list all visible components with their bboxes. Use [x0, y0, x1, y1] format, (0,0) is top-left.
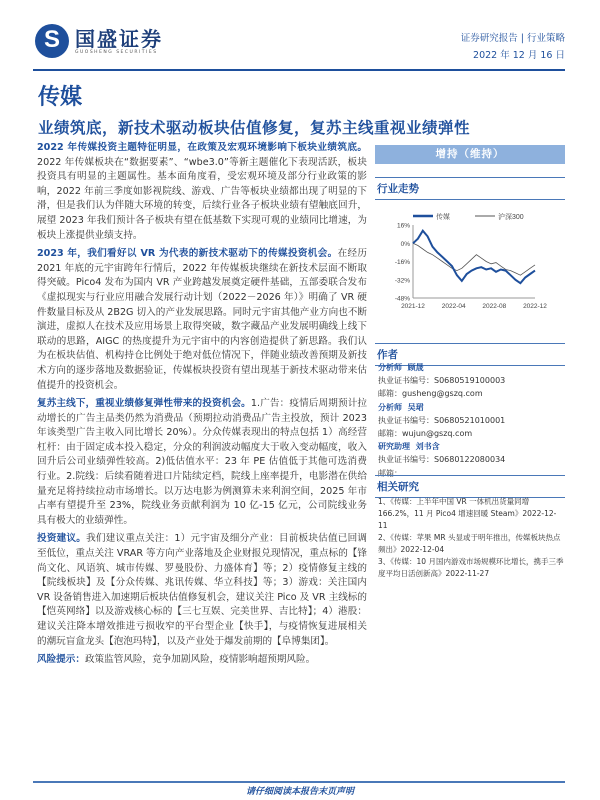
author-email[interactable]: 邮箱：wujun@gszq.com: [378, 429, 473, 439]
author: [378, 401, 565, 441]
report-meta: [461, 30, 565, 64]
x-tick-label: 2021-12: [401, 303, 425, 310]
legend-label-media: 传媒: [436, 214, 450, 221]
paragraph: [37, 532, 367, 649]
report-type: 证券研究报告 | 行业策略: [460, 33, 565, 44]
author-role: 分析师: [378, 402, 402, 412]
x-tick-label: 2022-08: [482, 303, 507, 310]
paragraph-body: 1.广告：疫情后周期预计拉动增长的广告主品类仍然为消费品（预期拉动消费品广告主投放，预计 2023 年该类型广告主收入同比增长 20%）。分众传媒表现出的特点包括 1）高经营杠杆：由于固定成本投入稳定，分众的利润波动幅度大于收入变动幅度，收入回升后公司业绩弹性较高。2)低估值水平：23 年 PE 估值低于其他可选消费行业。2.院线：后续看随着进口片陆续定档，院线上座率提升，电影潜在供给量充足将持续拉动市场增长。以万达电影为例测算未来利润空间，2025 年市占率有望提升至 23%，院线业务贡献利润为 10 亿-15 亿元，公司院线业务具有极大的业绩弹性。: [37, 398, 368, 526]
author-name: 顾晟: [407, 363, 424, 372]
footer-disclaimer: 请仔细阅读本报告末页声明: [245, 787, 354, 797]
legend-label-hs300: 沪深300: [498, 214, 524, 221]
legend: [413, 212, 524, 221]
brand-name-en: GUOSHENG SECURITIES: [75, 49, 158, 55]
trend-chart: [375, 208, 565, 328]
paragraph: [37, 247, 367, 393]
paragraph-lead: 投资建议。: [37, 533, 87, 545]
paragraph-body: 在经历 2021 年底的元宇宙跨年行情后，2022 年传媒板块继续在新技术层面不断取得突破。Pico4 发布为国内 VR 产业跨越发展奠定硬件基础，五部委联合发布《虚拟现实与行业应用融合发展行动计划（2022－2026 年）》明确了 VR 硬件数量目标及从 2B2G 切入的产业发展思路。同时元宇宙其他产业方向也不断演进，虚拟人在技术及应用场景上取得突破，数字藏品产业发展明确线上线下联动的思路，AIGC 的热度提升为元宇宙中的内容创造提供了新思路。我们认为在板块估值、机构持仓比例处于绝对低位情况下，伴随业绩改善预期及新技术方向的逐步落地及数据验证，传媒板块投资有望出现基于新技术驱动带来估值提升的投资机会。: [37, 248, 367, 391]
author: [378, 361, 565, 401]
paragraph-body: 2022 年传媒板块在“数据要素”、“wbe3.0”等新主题催化下表现活跃，板块投资具有明显的主题属性。基本面角度看，受宏观环境及部分行业政策的影响，2022 年前三季度如影视院线、游戏、广告等板块业绩都出现了明显的下滑，但是我们认为伴随大环境的转变，后续行业各子板块业绩有望触底回升，展望 2023 年我们预计各子板块有望在低基数下实现可观的业绩同比增速，为板块上涨提供业绩支持。: [37, 156, 367, 241]
related-item[interactable]: 1、《传媒：上半年中国 VR 一体机出货量同增 166.2%，11 月 Pico4 增速回暖 Steam》2022-12-11: [378, 497, 557, 530]
author-role: 研究助理: [378, 442, 410, 452]
authors-list: [375, 361, 565, 480]
industry-title: 传媒: [38, 84, 83, 110]
author-role: 分析师: [378, 363, 402, 372]
trend-section-title: 行业走势: [375, 177, 565, 200]
rating-badge: 增持（维持）: [375, 145, 565, 164]
paragraph-lead: 2022 年传媒投资主题特征明显，在政策及宏观环境影响下板块业绩筑底。: [37, 142, 367, 153]
authors-section-title: 作者: [375, 343, 565, 366]
footer-divider: [33, 781, 565, 783]
y-tick-label: 16%: [396, 222, 410, 230]
brand-logo: [35, 24, 163, 58]
paragraph: [37, 141, 367, 243]
related-list: [375, 496, 565, 580]
author-license: 执业证书编号：S0680521010001: [378, 415, 506, 425]
report-date: 2022 年 12 月 16 日: [473, 50, 565, 61]
report-headline: 业绩筑底，新技术驱动板块估值修复，复苏主线重视业绩弹性: [38, 118, 471, 137]
x-tick-label: 2022-04: [441, 303, 466, 310]
y-tick-label: -48%: [394, 295, 410, 303]
author: [378, 440, 565, 480]
paragraph-body: 我们建议重点关注：1）元宇宙及细分产业：目前板块估值已回调至低位，重点关注 VRAR 等方向产业落地及企业财报兑现情况，重点标的【锋尚文化、风语筑、城市传媒、罗曼股份、力盛体育】等；2）疫情修复主线的【院线板块】及【分众传媒、兆讯传媒、华立科技】等；3）游戏：关注国内 VR 设备销售进入加速期后板块估值修复机会，建议关注 Pico 及 VR 主线标的【恺英网络】以及游戏核心标的【三七互娱、完美世界、吉比特】；4）港股：建议关注降本增效推进亏损收窄的平台型企业【快手】，与疫情恢复进展相关的潮玩盲盒龙头【泡泡玛特】，以及产业处于爆发前期的【阜博集团】。: [37, 533, 367, 647]
author-name: 吴珺: [407, 402, 424, 412]
brand-name: 国盛证券: [75, 26, 163, 51]
paragraph-lead: 风险提示：: [37, 654, 85, 666]
author-name: 刘书含: [415, 442, 440, 452]
report-body: [37, 141, 367, 672]
related-item[interactable]: 3、《传媒：10 月国内游戏市场规模环比增长，携手三季度平均日活创新高》2022-11-27: [378, 557, 564, 578]
header-divider: [33, 69, 565, 71]
related-section-title: 相关研究: [375, 475, 565, 498]
y-tick-label: -32%: [394, 277, 410, 285]
x-tick-label: 2022-12: [523, 303, 547, 310]
author-email[interactable]: 邮箱：gusheng@gszq.com: [378, 389, 483, 399]
y-tick-label: 0%: [400, 240, 410, 248]
paragraph: [37, 397, 367, 528]
author-license: 执业证书编号：S0680122080034: [378, 455, 506, 465]
author-email[interactable]: 邮箱：: [378, 468, 402, 478]
paragraph-lead: 2023 年，我们看好以 VR 为代表的新技术驱动下的传媒投资机会。: [37, 248, 338, 260]
y-tick-label: -16%: [394, 259, 410, 266]
logo-icon: [35, 24, 69, 58]
author-license: 执业证书编号：S0680519100003: [378, 376, 506, 386]
paragraph-body: 政策监管风险，竞争加剧风险，疫情影响超预期风险。: [84, 654, 316, 666]
paragraph: [37, 653, 367, 668]
related-item[interactable]: 2、《传媒：苹果 MR 头显或于明年推出，传媒板块热点频出》2022-12-04: [378, 533, 561, 554]
paragraph-lead: 复苏主线下，重视业绩修复弹性带来的投资机会。: [37, 398, 251, 410]
